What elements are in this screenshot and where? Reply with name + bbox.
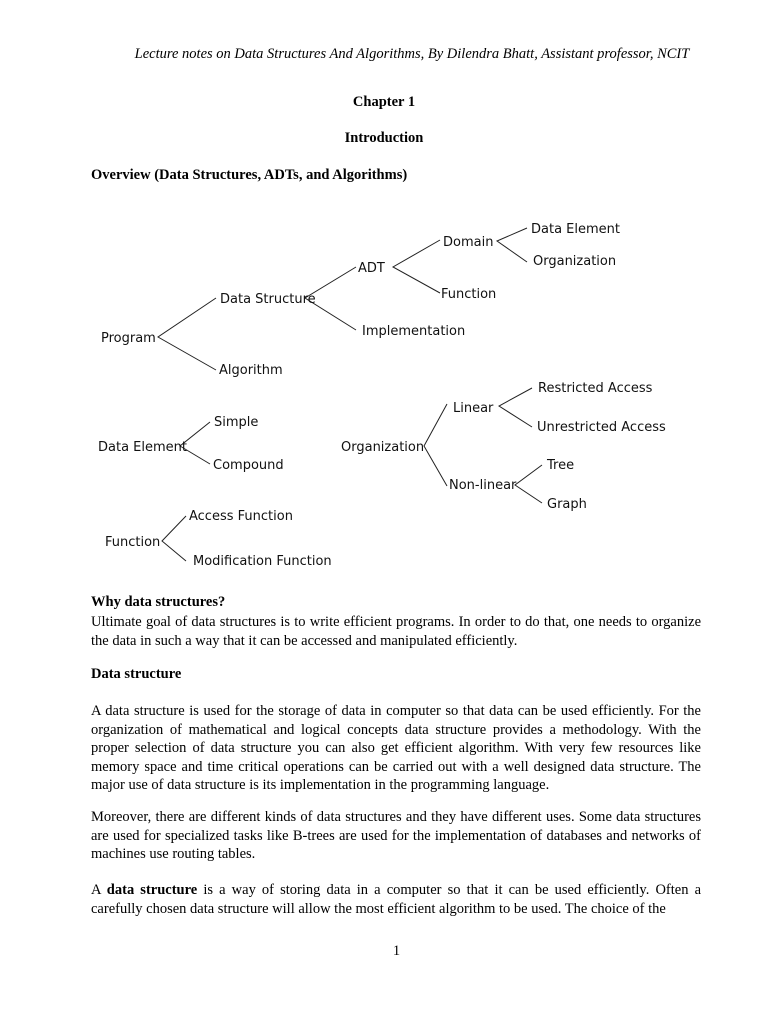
- node-function-leaf: Function: [441, 287, 497, 302]
- data-structure-heading: Data structure: [91, 666, 182, 682]
- node-domain: Domain: [443, 235, 494, 250]
- node-program: Program: [101, 331, 156, 346]
- node-modification-function: Modification Function: [193, 554, 332, 569]
- node-unrestricted-access: Unrestricted Access: [537, 420, 666, 435]
- page-number: 1: [392, 943, 401, 959]
- node-organization: Organization: [341, 440, 425, 455]
- concept-tree-diagram: [0, 200, 768, 590]
- connector-program: [158, 298, 216, 370]
- chapter-title: Introduction: [344, 130, 424, 146]
- paragraph-3-prefix: A: [91, 882, 107, 898]
- node-linear: Linear: [453, 401, 494, 416]
- connector-function: [162, 516, 186, 561]
- chapter-number: Chapter 1: [352, 94, 416, 110]
- node-organization-leaf: Organization: [533, 254, 617, 269]
- overview-heading: Overview (Data Structures, ADTs, and Algorithms): [91, 167, 408, 183]
- paragraph-3: [91, 881, 701, 918]
- node-data-element-leaf: Data Element: [531, 222, 620, 237]
- node-access-function: Access Function: [189, 509, 293, 524]
- node-adt: ADT: [358, 261, 385, 276]
- connector-organization: [424, 404, 447, 486]
- node-tree: Tree: [547, 458, 575, 473]
- connector-adt: [393, 240, 440, 293]
- connector-domain: [497, 228, 527, 262]
- paragraph-3-term: data structure: [106, 882, 198, 898]
- node-compound: Compound: [213, 458, 284, 473]
- paragraph-2: Moreover, there are different kinds of data structures and they have different uses. Some data structures are used for specialized tasks like B-trees are used for the implementation of databases and networks of machines use routing tables.: [91, 809, 701, 862]
- paragraph-1: A data structure is used for the storage of data in computer so that data can be used efficiently. For the organization of mathematical and logical concepts data structure provides a methodology. With the proper selection of data structure you can also get efficient algorithm. With very few resources like memory space and time critical operations can be carried out with a well designed data structure. The major use of data structure is its implementation in the programming language.: [91, 703, 701, 793]
- node-graph: Graph: [547, 497, 587, 512]
- why-heading: Why data structures?: [91, 594, 226, 610]
- node-simple: Simple: [214, 415, 259, 430]
- node-implementation: Implementation: [362, 324, 466, 339]
- node-data-element: Data Element: [98, 440, 187, 455]
- connector-non-linear: [515, 465, 542, 503]
- connector-linear: [499, 388, 532, 427]
- running-header: Lecture notes on Data Structures And Algorithms, By Dilendra Bhatt, Assistant professor, NCIT: [134, 46, 690, 62]
- node-non-linear: Non-linear: [449, 478, 517, 493]
- node-restricted-access: Restricted Access: [538, 381, 653, 396]
- why-paragraph: Ultimate goal of data structures is to write efficient programs. In order to do that, one needs to organize the data in such a way that it can be accessed and manipulated efficiently.: [91, 614, 701, 649]
- paragraph-3-rest: is a way of storing data in a computer so that it can be used efficiently. Often a carefully chosen data structure will allow the most efficient algorithm to be used. The choice of the: [91, 882, 702, 917]
- node-function: Function: [105, 535, 161, 550]
- node-data-structure: Data Structure: [220, 292, 316, 307]
- node-algorithm: Algorithm: [219, 363, 283, 378]
